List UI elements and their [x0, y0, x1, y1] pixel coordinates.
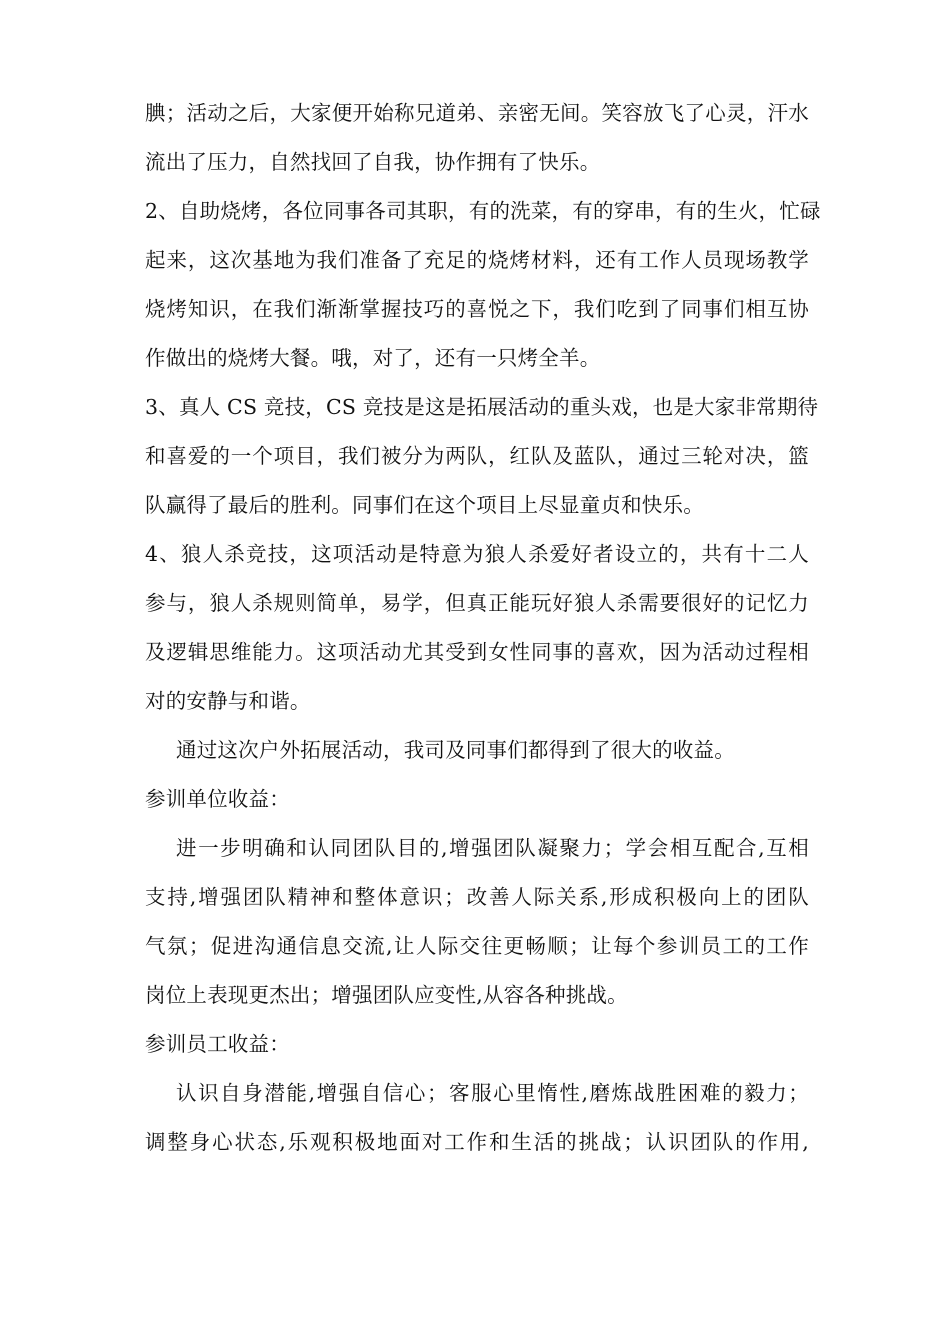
paragraph-line: 及逻辑思维能力。这项活动尤其受到女性同事的喜欢，因为活动过程相 [145, 640, 809, 664]
list-item-bbq-line: 2、自助烧烤，各位同事各司其职，有的洗菜，有的穿串，有的生火，忙碌 [145, 199, 821, 223]
paragraph-line: 认识自身潜能,增强自信心；客服心里惰性,磨炼战胜困难的毅力； [176, 1081, 809, 1105]
section-heading-staff-benefits: 参训员工收益： [145, 1032, 290, 1056]
paragraph-line: 对的安静与和谐。 [145, 689, 311, 713]
paragraph-line: 起来，这次基地为我们准备了充足的烧烤材料，还有工作人员现场教学 [145, 248, 809, 272]
paragraph-line: 岗位上表现更杰出；增强团队应变性,从容各种挑战。 [145, 983, 628, 1007]
paragraph-line: 调整身心状态,乐观积极地面对工作和生活的挑战；认识团队的作用, [145, 1130, 809, 1154]
paragraph-line: 和喜爱的一个项目，我们被分为两队，红队及蓝队，通过三轮对决，篮 [145, 444, 809, 468]
list-item-cs-line: 3、真人 CS 竞技，CS 竞技是这是拓展活动的重头戏，也是大家非常期待 [145, 395, 819, 419]
paragraph-line: 进一步明确和认同团队目的,增强团队凝聚力；学会相互配合,互相 [176, 836, 809, 860]
paragraph-line: 流出了压力，自然找回了自我，协作拥有了快乐。 [145, 150, 601, 174]
paragraph-line: 烧烤知识，在我们渐渐掌握技巧的喜悦之下，我们吃到了同事们相互协 [145, 297, 809, 321]
paragraph-line: 作做出的烧烤大餐。哦，对了，还有一只烤全羊。 [145, 346, 601, 370]
section-heading-unit-benefits: 参训单位收益： [145, 787, 290, 811]
list-item-werewolf-line: 4、狼人杀竞技，这项活动是特意为狼人杀爱好者设立的，共有十二人 [145, 542, 809, 566]
paragraph-line: 气氛；促进沟通信息交流,让人际交往更畅顺；让每个参训员工的工作 [145, 934, 809, 958]
paragraph-line: 腆；活动之后，大家便开始称兄道弟、亲密无间。笑容放飞了心灵，汗水 [145, 101, 809, 125]
document-body [145, 94, 821, 1172]
paragraph-line: 支持,增强团队精神和整体意识；改善人际关系,形成积极向上的团队 [145, 885, 809, 909]
paragraph-line: 参与，狼人杀规则简单，易学，但真正能玩好狼人杀需要很好的记忆力 [145, 591, 809, 615]
summary-paragraph: 通过这次户外拓展活动，我司及同事们都得到了很大的收益。 [176, 738, 735, 762]
paragraph-line: 队赢得了最后的胜利。同事们在这个项目上尽显童贞和快乐。 [145, 493, 704, 517]
